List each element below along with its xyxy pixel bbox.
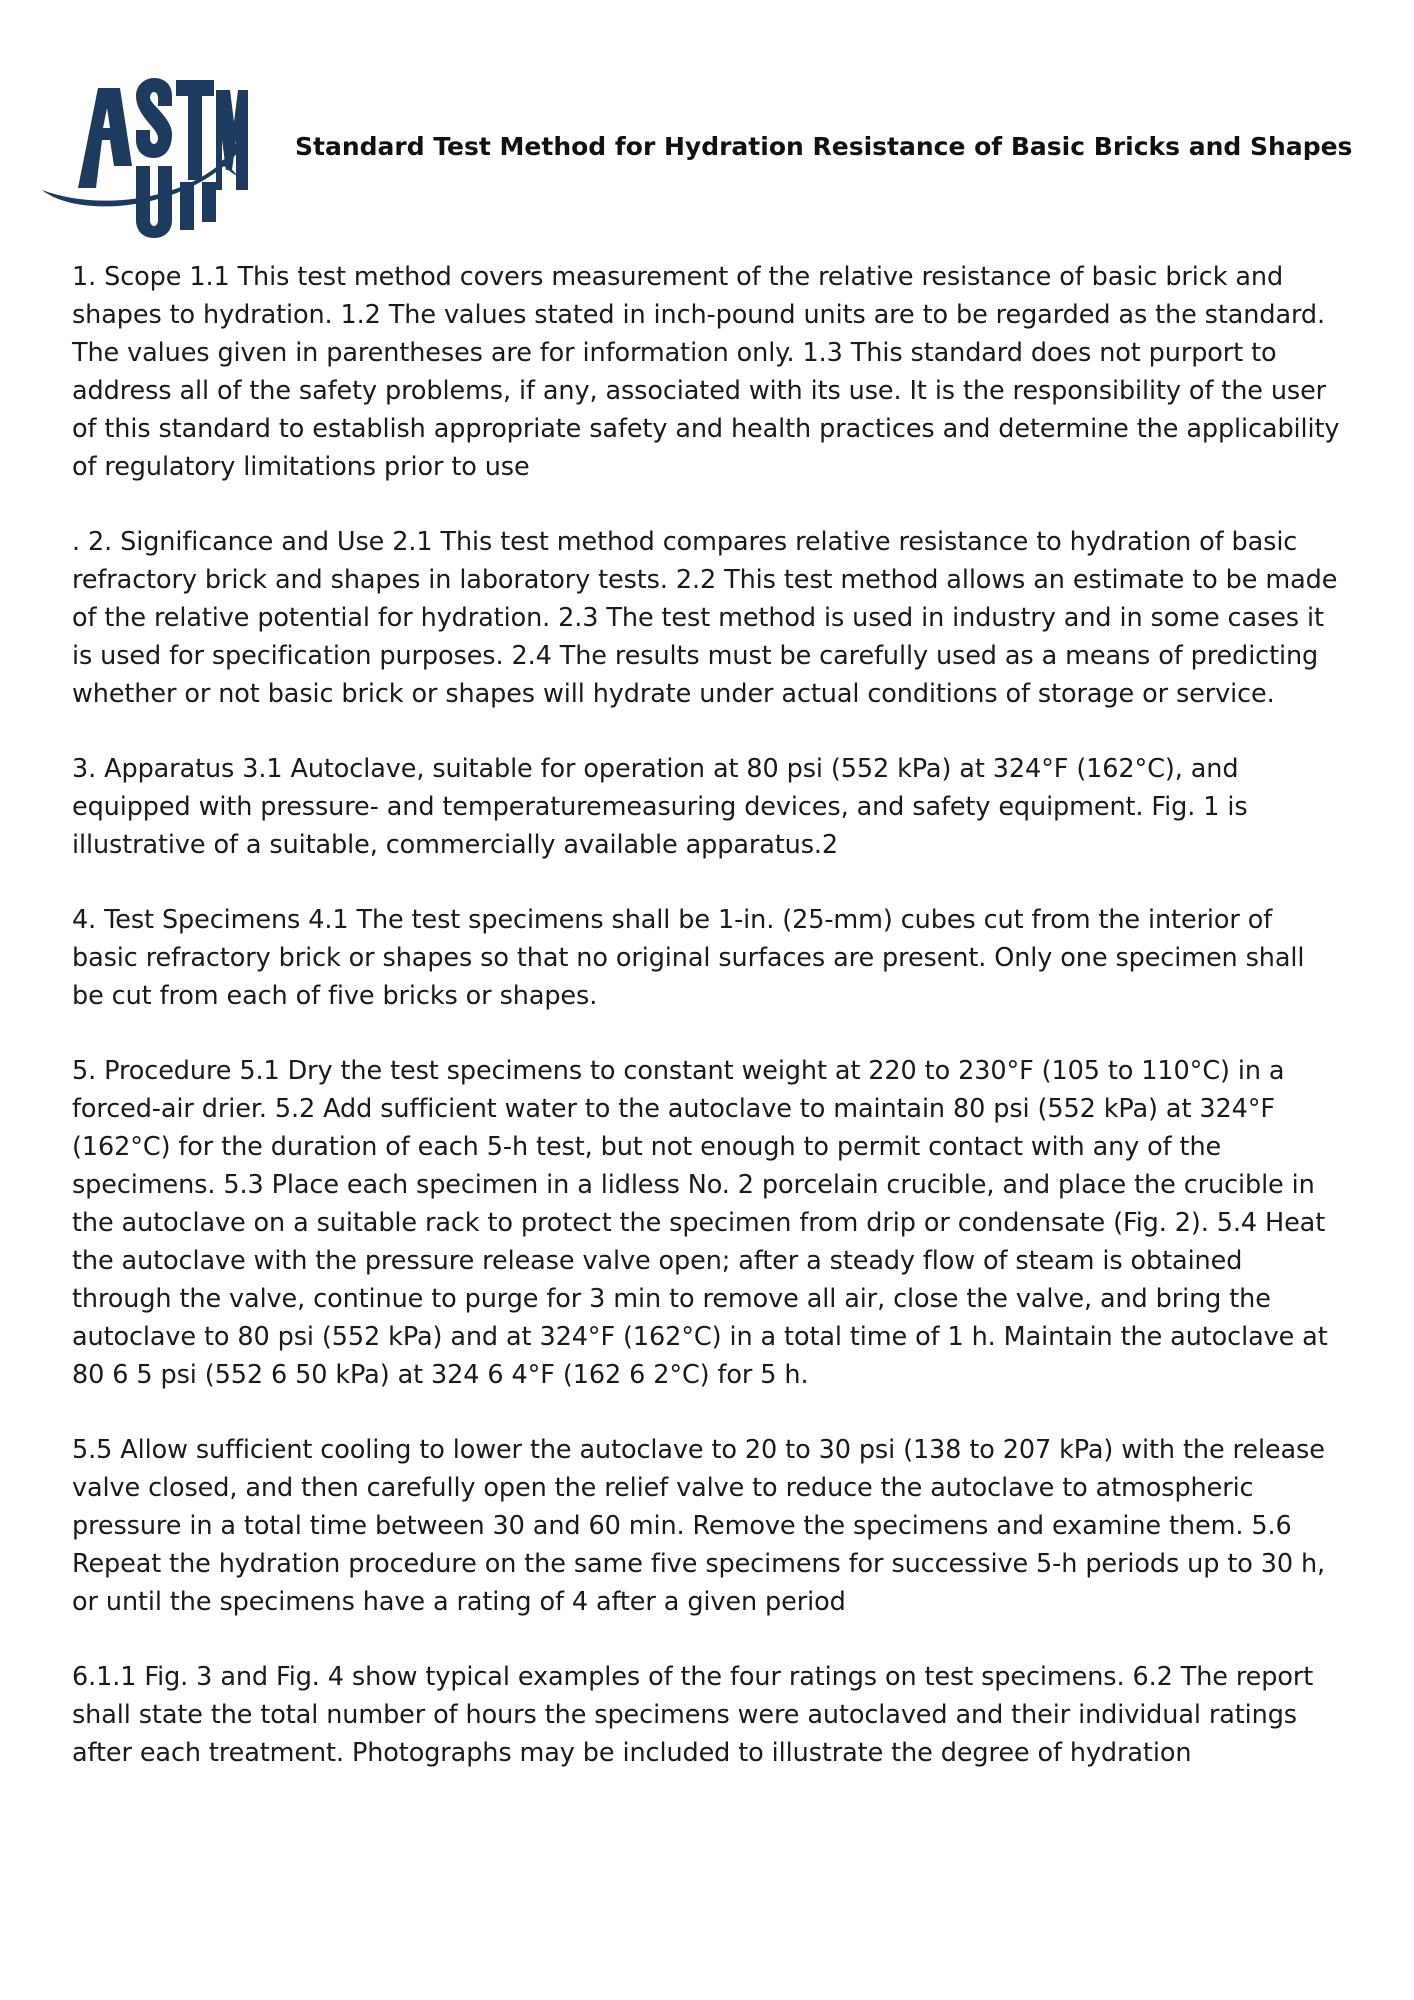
document-body — [72, 258, 1342, 1809]
section-scope: 1. Scope 1.1 This test method covers measurement of the relative resistance of basic brick and shapes to hydration. 1.2 The values stated in inch-pound units are to be regarded as the standard. The values given in parentheses are for information only. 1.3 This standard does not purport to address all of the safety problems, if any, associated with its use. It is the responsibility of the user of this standard to establish appropriate safety and health practices and determine the applicability of regulatory limitations prior to use — [72, 262, 1340, 482]
section-test-specimens: 4. Test Specimens 4.1 The test specimens shall be 1-in. (25-mm) cubes cut from the interior of basic refractory brick or shapes so that no original surfaces are present. Only one specimen shall be cut from each of five bricks or shapes. — [72, 905, 1305, 1011]
section-apparatus: 3. Apparatus 3.1 Autoclave, suitable for operation at 80 psi (552 kPa) at 324°F (162°C), and equipped with pressure- and temperaturemeasuring devices, and safety equipment. Fig. 1 is illustrative of a suitable, commercially available apparatus.2 — [72, 754, 1248, 860]
section-report: 6.1.1 Fig. 3 and Fig. 4 show typical examples of the four ratings on test specimens. 6.2 The report shall state the total number of hours the specimens were autoclaved and their individual ratings after each treatment. Photographs may be included to illustrate the degree of hydration — [72, 1662, 1314, 1768]
section-significance-and-use: . 2. Significance and Use 2.1 This test method compares relative resistance to hydration of basic refractory brick and shapes in laboratory tests. 2.2 This test method allows an estimate to be made of the relative potential for hydration. 2.3 The test method is used in industry and in some cases it is used for specification purposes. 2.4 The results must be carefully used as a means of predicting whether or not basic brick or shapes will hydrate under actual conditions of storage or service. — [72, 527, 1338, 709]
section-procedure: 5. Procedure 5.1 Dry the test specimens to constant weight at 220 to 230°F (105 to 110°C) in a forced-air drier. 5.2 Add sufficient water to the autoclave to maintain 80 psi (552 kPa) at 324°F (162°C) for the duration of each 5-h test, but not enough to permit contact with any of the specimens. 5.3 Place each specimen in a lidless No. 2 porcelain crucible, and place the crucible in the autoclave on a suitable rack to protect the specimen from drip or condensate (Fig. 2). 5.4 Heat the autoclave with the pressure release valve open; after a steady flow of steam is obtained through the valve, continue to purge for 3 min to remove all air, close the valve, and bring the autoclave to 80 psi (552 kPa) and at 324°F (162°C) in a total time of 1 h. Maintain the autoclave at 80 6 5 psi (552 6 50 kPa) at 324 6 4°F (162 6 2°C) for 5 h. — [72, 1056, 1328, 1390]
document-header — [40, 70, 1380, 240]
document-title: Standard Test Method for Hydration Resistance of Basic Bricks and Shapes — [295, 132, 1353, 161]
section-procedure-continued: 5.5 Allow sufficient cooling to lower the autoclave to 20 to 30 psi (138 to 207 kPa) with the release valve closed, and then carefully open the relief valve to reduce the autoclave to atmospheric pressure in a total time between 30 and 60 min. Remove the specimens and examine them. 5.6 Repeat the hydration procedure on the same five specimens for successive 5-h periods up to 30 h, or until the specimens have a rating of 4 after a given period — [72, 1435, 1326, 1617]
astm-logo — [40, 70, 250, 240]
